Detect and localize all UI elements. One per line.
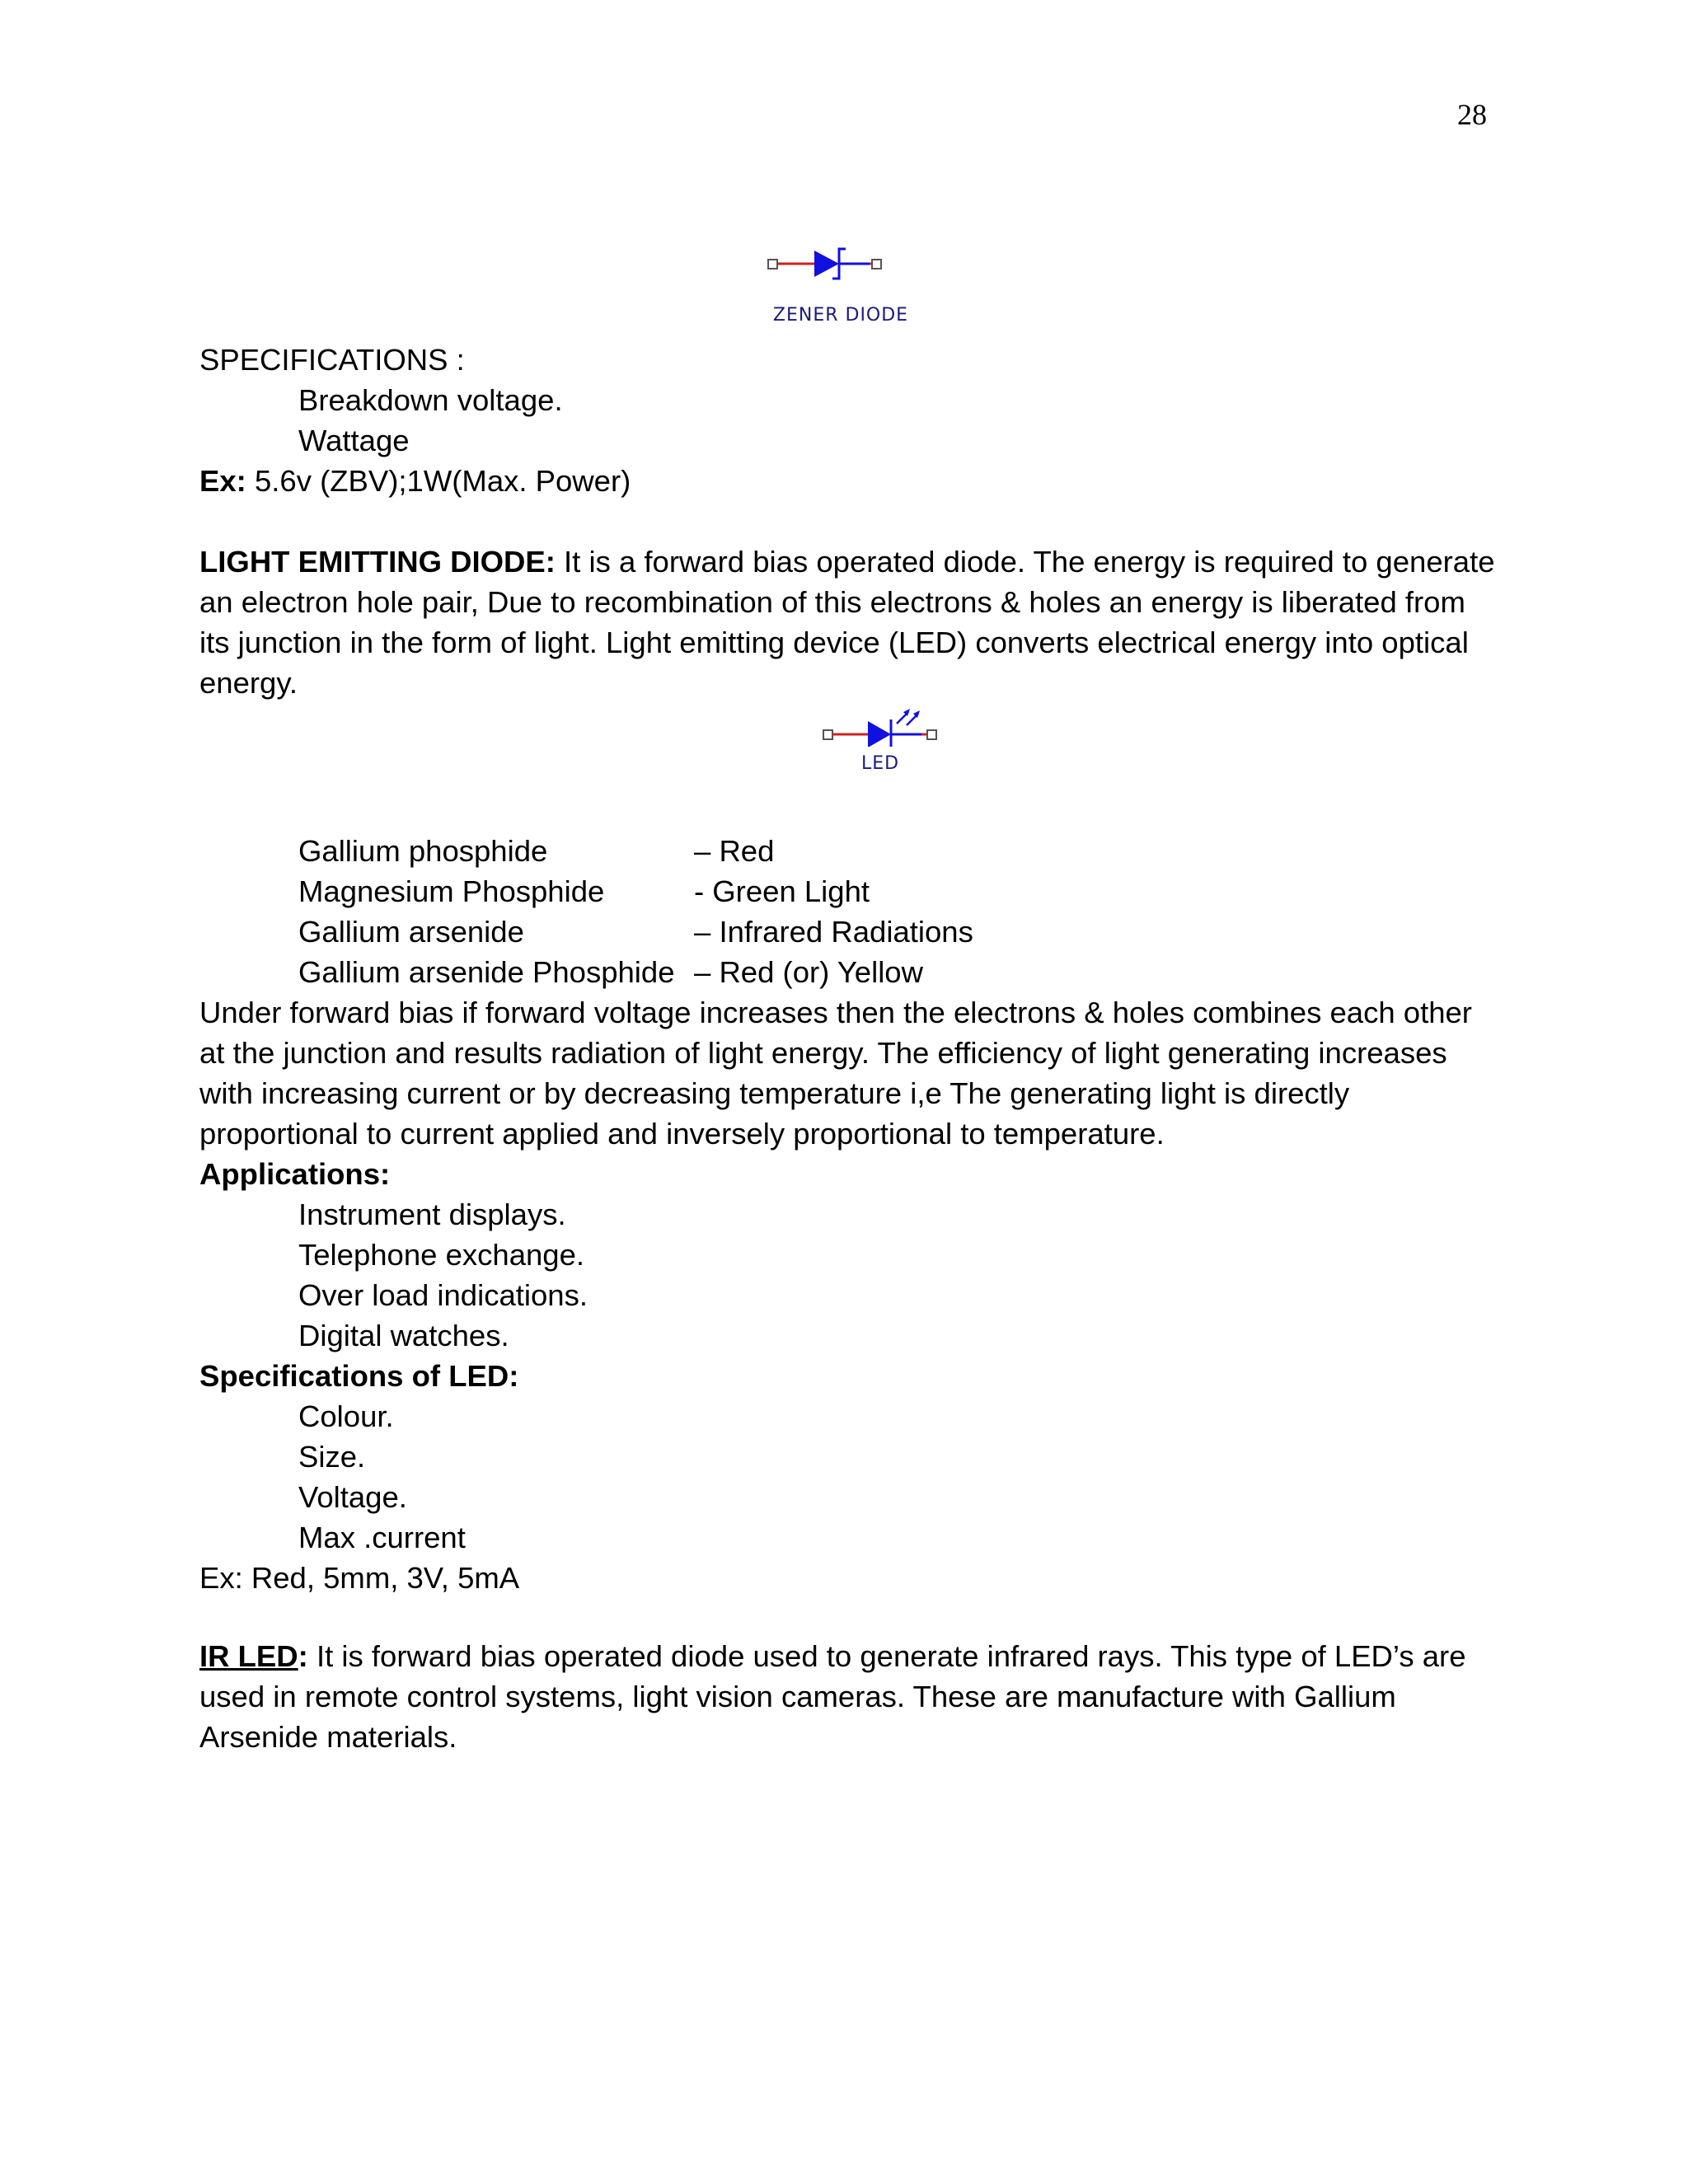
ir-led-block <box>199 1636 1502 1757</box>
zener-diode-caption: ZENER DIODE <box>772 305 909 326</box>
led-material-name: Gallium arsenide Phosphide <box>298 955 675 989</box>
zener-diode-figure <box>742 241 940 326</box>
ir-led-colon: : <box>298 1639 308 1673</box>
led-specs-heading: Specifications of LED: <box>199 1359 519 1393</box>
led-material-row <box>199 831 1502 871</box>
led-spec-item: Size. <box>298 1440 366 1474</box>
led-material-color: – Infrared Radiations <box>694 915 973 949</box>
led-symbol-icon <box>798 705 963 747</box>
led-spec-item: Max .current <box>298 1521 466 1554</box>
led-intro-text: It is a forward bias operated diode. The energy is required to generate an electron hole pair, Due to recombination of this electrons & holes an energy is liberated from its junction in the form of light. Light emitting device (LED) converts electrical energy into optical energy. <box>199 545 1495 700</box>
led-material-row <box>199 912 1502 952</box>
led-material-name: Gallium arsenide <box>298 915 524 949</box>
led-material-name: Magnesium Phosphide <box>298 874 605 908</box>
zener-specifications-block <box>199 340 1502 501</box>
zener-spec-item: Breakdown voltage. <box>298 383 563 417</box>
ir-led-heading: IR LED <box>199 1639 298 1673</box>
led-material-color: - Green Light <box>694 874 870 908</box>
ir-led-text: It is forward bias operated diode used to generate infrared rays. This type of LED’s are used in remote control systems, light vision cameras. These are manufacture with Gallium Arsenide materials. <box>199 1639 1466 1754</box>
led-explanation-paragraph: Under forward bias if forward voltage increases then the electrons & holes combines each other at the junction and results radiation of light energy. The efficiency of light generating increases with increasing current or by decreasing temperature i,e The generating light is directly proportional to current applied and inversely proportional to temperature. <box>199 996 1472 1151</box>
application-item: Over load indications. <box>298 1278 588 1312</box>
led-heading: LIGHT EMITTING DIODE: <box>199 545 556 579</box>
led-intro-paragraph <box>199 541 1502 703</box>
application-item: Instrument displays. <box>298 1197 566 1231</box>
led-figure <box>798 705 963 774</box>
application-item: Digital watches. <box>298 1319 509 1352</box>
led-intro-block <box>199 541 1502 703</box>
zener-example-label: Ex: <box>199 464 246 498</box>
led-material-color: – Red (or) Yellow <box>694 955 923 989</box>
led-example: Ex: Red, 5mm, 3V, 5mA <box>199 1561 520 1595</box>
application-item: Telephone exchange. <box>298 1238 585 1272</box>
led-material-row <box>199 952 1502 992</box>
zener-spec-heading: SPECIFICATIONS : <box>199 343 465 377</box>
zener-example-text: 5.6v (ZBV);1W(Max. Power) <box>246 464 631 498</box>
led-material-color: – Red <box>694 834 775 868</box>
ir-led-paragraph <box>199 1636 1502 1757</box>
led-details-block <box>199 831 1502 1598</box>
led-spec-item: Colour. <box>298 1399 394 1433</box>
led-material-name: Gallium phosphide <box>298 834 548 868</box>
zener-spec-item: Wattage <box>298 424 410 457</box>
zener-diode-symbol-icon <box>742 241 940 287</box>
page-number: 28 <box>1457 98 1487 131</box>
led-material-row <box>199 871 1502 912</box>
led-spec-item: Voltage. <box>298 1480 407 1514</box>
zener-example <box>199 461 1502 501</box>
applications-heading: Applications: <box>199 1157 391 1191</box>
led-caption: LED <box>860 753 900 774</box>
